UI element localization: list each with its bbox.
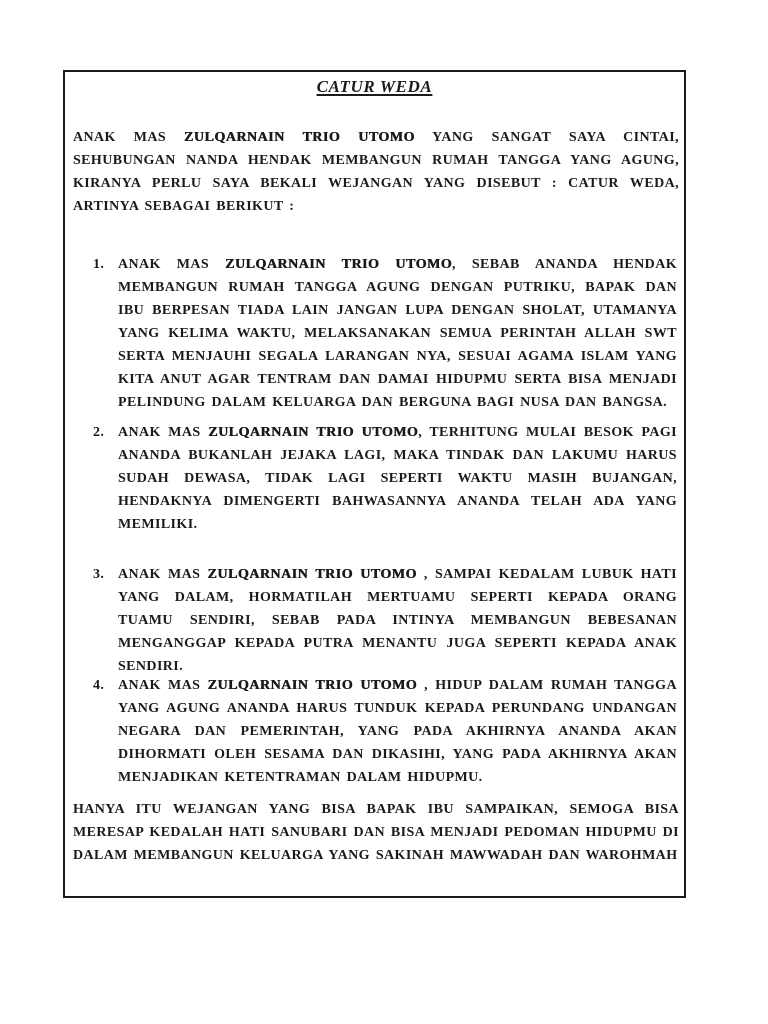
intro-paragraph xyxy=(73,126,679,218)
recipient-name: ZULQARNAIN TRIO UTOMO xyxy=(208,425,419,440)
list-item-text xyxy=(118,674,677,789)
item-rest: , SEBAB ANANDA HENDAK MEMBANGUN RUMAH TANGGA AGUNG DENGAN PUTRIKU, BAPAK DAN IBU BERPESAN TIADA LAIN JANGAN LUPA DENGAN SHOLAT, UTAMANYA YANG KELIMA WAKTU, MELAKSANAKAN SEMUA PERINTAH ALLAH SWT SERTA MENJAUHI SEGALA LARANGAN NYA, SESUAI AGAMA ISLAM YANG KITA ANUT AGAR TENTRAM DAN DAMAI HIDUPMU SERTA BISA MENJADI PELINDUNG DALAM KELUARGA DAN BERGUNA BAGI NUSA DAN BANGSA. xyxy=(118,257,677,410)
recipient-name: ZULQARNAIN TRIO UTOMO xyxy=(225,257,452,272)
list-item-number: 2. xyxy=(93,425,105,440)
list-item-number: 3. xyxy=(93,567,105,582)
item-rest: , TERHITUNG MULAI BESOK PAGI ANANDA BUKANLAH JEJAKA LAGI, MAKA TINDAK DAN LAKUMU HARUS SUDAH DEWASA, TIDAK LAGI SEPERTI WAKTU MASIH BUJANGAN, HENDAKNYA DIMENGERTI BAHWASANNYA ANANDA TELAH ADA YANG MEMILIKI. xyxy=(118,425,677,532)
list-item-text xyxy=(118,253,677,414)
list-item xyxy=(65,421,684,536)
list-item xyxy=(65,563,684,678)
recipient-name: ZULQARNAIN TRIO UTOMO xyxy=(207,567,417,582)
list-item-text xyxy=(118,421,677,536)
item-rest: , HIDUP DALAM RUMAH TANGGA YANG AGUNG ANANDA HARUS TUNDUK KEPADA PERUNDANG UNDANGAN NEGARA DAN PEMERINTAH, YANG PADA AKHIRNYA ANANDA AKAN DIHORMATI OLEH SESAMA DAN DIKASIHI, YANG PADA AKHIRNYA AKAN MENJADIKAN KETENTRAMAN DALAM HIDUPMU. xyxy=(118,678,677,785)
recipient-name: ZULQARNAIN TRIO UTOMO xyxy=(183,130,415,145)
intro-prefix: ANAK MAS xyxy=(73,130,184,145)
item-rest: , SAMPAI KEDALAM LUBUK HATI YANG DALAM, HORMATILAH MERTUAMU SEPERTI KEPADA ORANG TUAMU SENDIRI, SEBAB PADA INTINYA MEMBANGUN BEBESANAN MENGANGGAP KEPADA PUTRA MENANTU JUGA SEPERTI KEPADA ANAK SENDIRI. xyxy=(118,567,677,674)
recipient-name: ZULQARNAIN TRIO UTOMO xyxy=(207,678,417,693)
closing-paragraph: HANYA ITU WEJANGAN YANG BISA BAPAK IBU SAMPAIKAN, SEMOGA BISA MERESAP KEDALAH HATI SANUBARI DAN BISA MENJADI PEDOMAN HIDUPMU DI DALAM MEMBANGUN KELUARGA YANG SAKINAH MAWWADAH DAN WAROHMAH xyxy=(73,802,679,863)
list-item xyxy=(65,253,684,414)
list-item-number: 1. xyxy=(93,257,105,272)
item-prefix: ANAK MAS xyxy=(118,567,208,582)
document-frame xyxy=(63,70,686,898)
intro-rest: YANG SANGAT SAYA CINTAI, SEHUBUNGAN NANDA HENDAK MEMBANGUN RUMAH TANGGA YANG AGUNG, KIRANYA PERLU SAYA BEKALI WEJANGAN YANG DISEBUT : CATUR WEDA, ARTINYA SEBAGAI BERIKUT : xyxy=(73,130,679,214)
list-item xyxy=(65,674,684,789)
document-title: CATUR WEDA xyxy=(316,77,433,96)
list-item-text xyxy=(118,563,677,678)
item-prefix: ANAK MAS xyxy=(118,678,208,693)
item-prefix: ANAK MAS xyxy=(118,257,226,272)
item-prefix: ANAK MAS xyxy=(118,425,209,440)
list-item-number: 4. xyxy=(93,678,105,693)
